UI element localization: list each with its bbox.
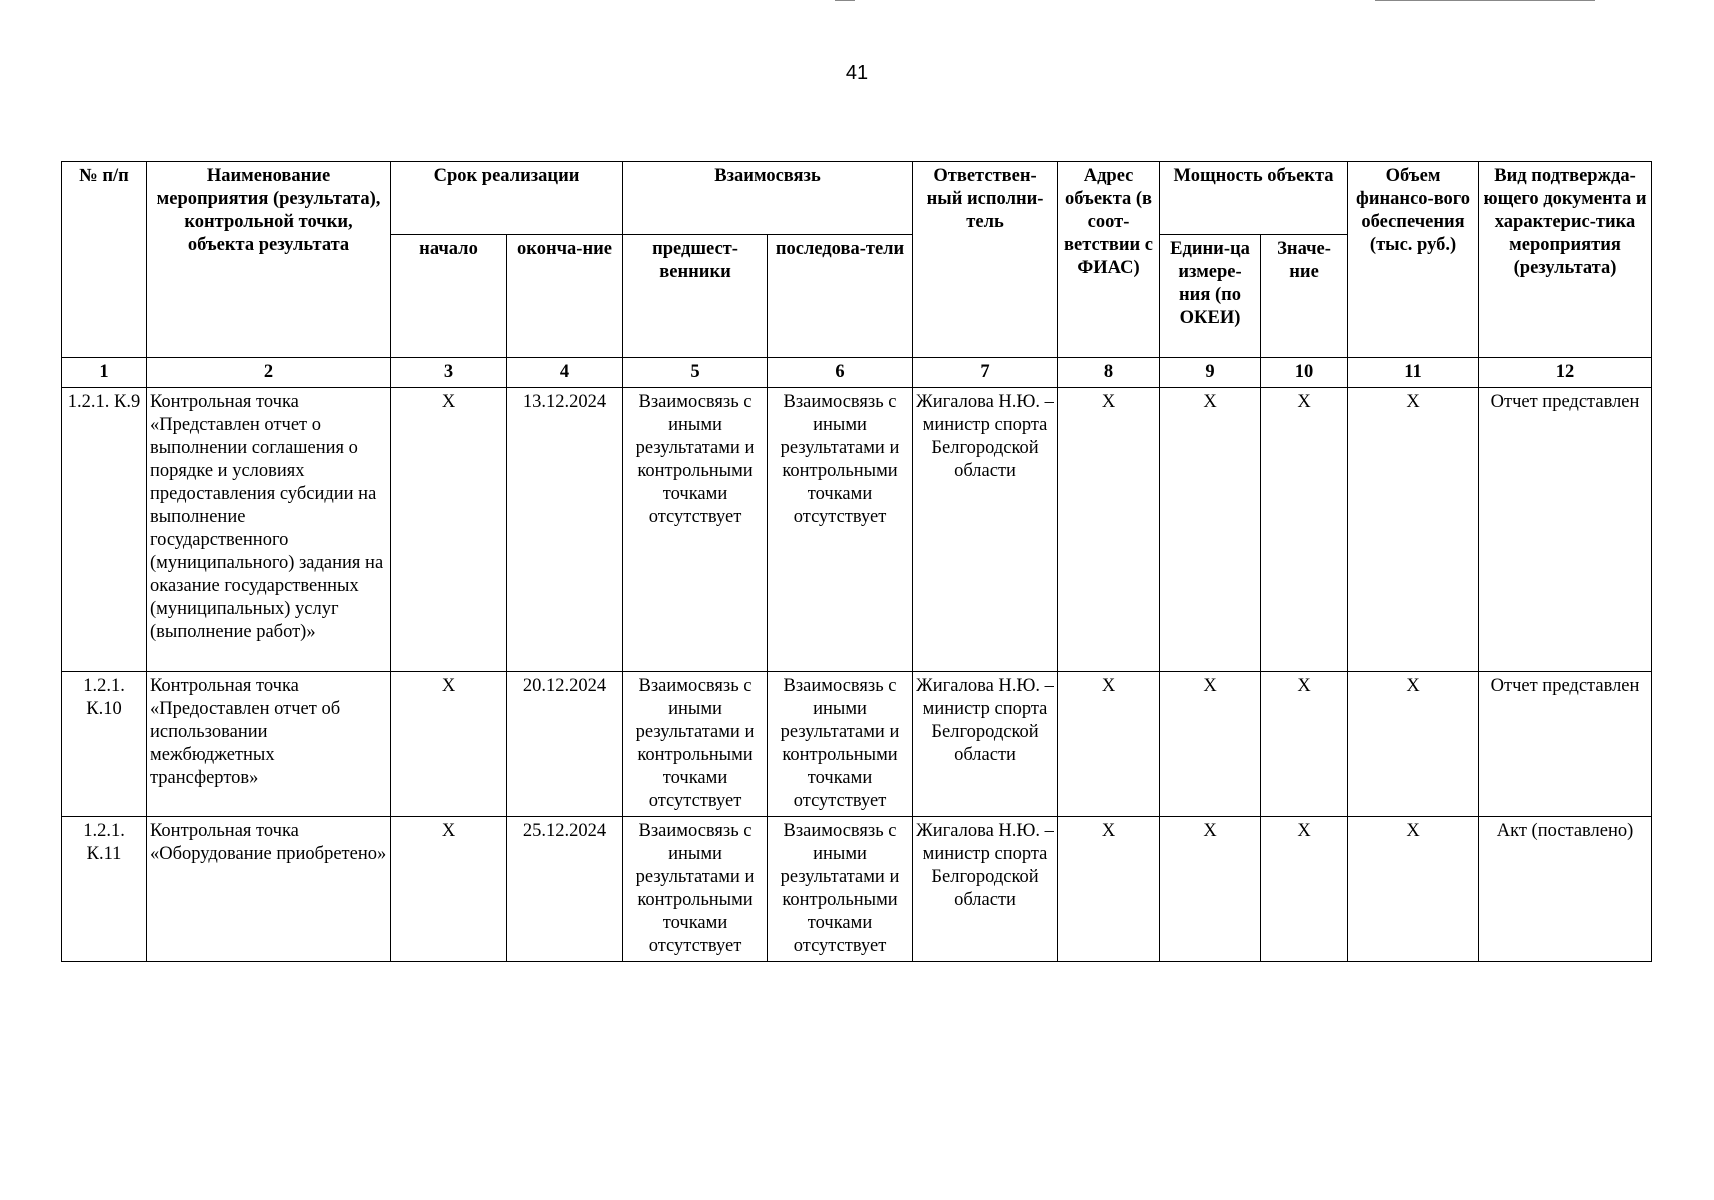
table-row [62,817,1652,962]
header-capacity: Мощность объекта [1160,162,1348,235]
top-edge-line-right [1375,0,1595,1]
row-responsible: Жигалова Н.Ю. – министр спорта Белгородской области [913,672,1058,817]
column-number: 6 [768,358,913,388]
header-doc: Вид подтвержда-ющего документа и характерис-тика мероприятия (результата) [1479,162,1652,358]
row-num: 1.2.1. К.10 [62,672,147,817]
row-value: X [1261,672,1348,817]
table-row [62,672,1652,817]
row-num: 1.2.1. К.9 [62,388,147,672]
row-funding: X [1348,388,1479,672]
row-name: Контрольная точка «Представлен отчет о выполнении соглашения о порядке и условиях предоставления субсидии на выполнение государственного (муниципального) задания на оказание государственных (муниципальных) услуг (выполнение работ)» [147,388,391,672]
row-end: 20.12.2024 [507,672,623,817]
header-funding: Объем финансо-вого обеспечения (тыс. руб.) [1348,162,1479,358]
row-predecessors: Взаимосвязь с иными результатами и контрольными точками отсутствует [623,388,768,672]
row-address: X [1058,817,1160,962]
column-number: 2 [147,358,391,388]
row-successors: Взаимосвязь с иными результатами и контрольными точками отсутствует [768,817,913,962]
row-value: X [1261,388,1348,672]
row-funding: X [1348,817,1479,962]
row-start: X [391,388,507,672]
row-address: X [1058,388,1160,672]
row-doc: Отчет представлен [1479,672,1652,817]
header-address: Адрес объекта (в соот-ветствии с ФИАС) [1058,162,1160,358]
row-successors: Взаимосвязь с иными результатами и контрольными точками отсутствует [768,672,913,817]
row-num: 1.2.1. К.11 [62,817,147,962]
header-unit: Едини-ца измере-ния (по ОКЕИ) [1160,235,1261,358]
row-unit: X [1160,672,1261,817]
row-doc: Отчет представлен [1479,388,1652,672]
row-predecessors: Взаимосвязь с иными результатами и контрольными точками отсутствует [623,817,768,962]
row-name: Контрольная точка «Предоставлен отчет об использовании межбюджетных трансфертов» [147,672,391,817]
row-responsible: Жигалова Н.Ю. – министр спорта Белгородской области [913,817,1058,962]
header-period: Срок реализации [391,162,623,235]
page-number: 41 [845,62,869,84]
row-end: 13.12.2024 [507,388,623,672]
column-number: 1 [62,358,147,388]
row-unit: X [1160,817,1261,962]
header-name: Наименование мероприятия (результата), контрольной точки, объекта результата [147,162,391,358]
column-number: 4 [507,358,623,388]
row-successors: Взаимосвязь с иными результатами и контрольными точками отсутствует [768,388,913,672]
row-end: 25.12.2024 [507,817,623,962]
row-address: X [1058,672,1160,817]
row-responsible: Жигалова Н.Ю. – министр спорта Белгородской области [913,388,1058,672]
header-row-1 [62,162,1652,235]
row-start: X [391,672,507,817]
column-number: 9 [1160,358,1261,388]
header-end: оконча-ние [507,235,623,358]
column-number-row [62,358,1652,388]
row-name: Контрольная точка «Оборудование приобретено» [147,817,391,962]
header-start: начало [391,235,507,358]
header-relation: Взаимосвязь [623,162,913,235]
header-successors: последова-тели [768,235,913,358]
row-value: X [1261,817,1348,962]
header-predecessors: предшест-венники [623,235,768,358]
events-table [61,161,1652,962]
header-value: Значе-ние [1261,235,1348,358]
column-number: 11 [1348,358,1479,388]
row-doc: Акт (поставлено) [1479,817,1652,962]
row-unit: X [1160,388,1261,672]
table-row [62,388,1652,672]
row-start: X [391,817,507,962]
column-number: 7 [913,358,1058,388]
header-num: № п/п [62,162,147,358]
column-number: 8 [1058,358,1160,388]
column-number: 12 [1479,358,1652,388]
header-responsible: Ответствен-ный исполни-тель [913,162,1058,358]
row-predecessors: Взаимосвязь с иными результатами и контрольными точками отсутствует [623,672,768,817]
top-edge-line-left [835,0,855,1]
row-funding: X [1348,672,1479,817]
column-number: 10 [1261,358,1348,388]
column-number: 3 [391,358,507,388]
column-number: 5 [623,358,768,388]
